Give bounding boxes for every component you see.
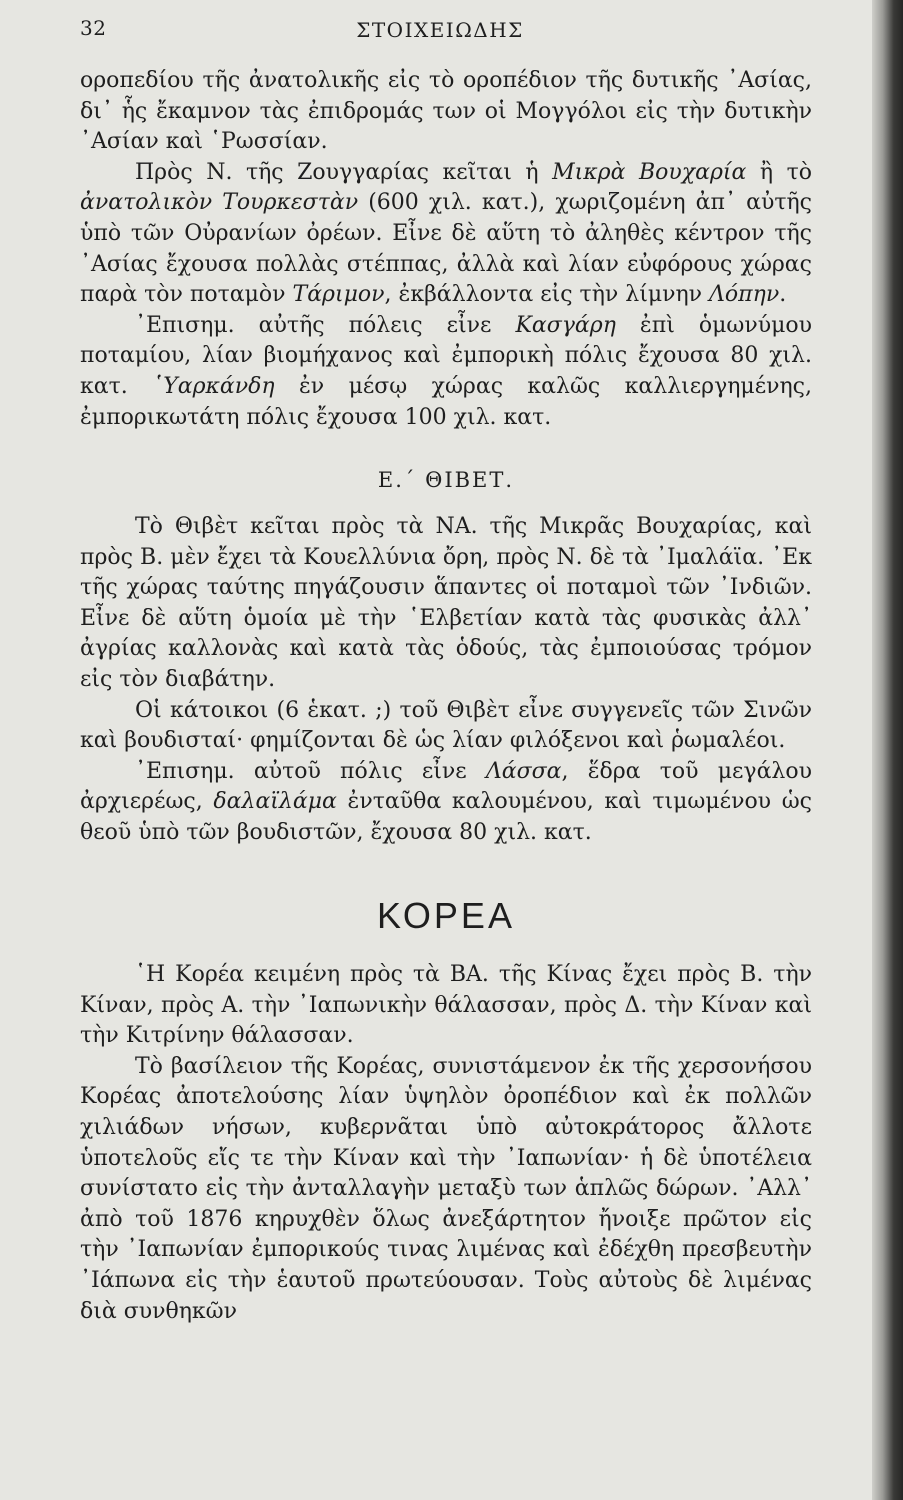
- text-run: Πρὸς Ν. τῆς Ζουγγαρίας κεῖται ἡ: [135, 159, 553, 185]
- italic-term: Λάσσα: [485, 758, 562, 784]
- paragraph: ῾Η Κορέα κειμένη πρὸς τὰ ΒΑ. τῆς Κίνας ἔχει πρὸς Β. τὴν Κίναν, πρὸς Α. τὴν ᾿Ιαπωνικὴν θάλασσαν, πρὸς Δ. τὴν Κίναν καὶ τὴν Κιτρίνην θάλασσαν.: [80, 962, 812, 1049]
- text-run: ἐπὶ ὁμωνύμου ποταμίου, λίαν βιομήχανος καὶ ἐμπορικὴ πόλις ἔχουσα 80 χιλ. κατ.: [80, 312, 812, 399]
- paragraph: [80, 757, 812, 849]
- text-run: .: [779, 282, 787, 308]
- running-title: ΣΤΟΙΧΕΙΩΔΗΣ: [356, 18, 524, 42]
- paragraph: οροπεδίου τῆς ἀνατολικῆς εἰς τὸ οροπέδιον τῆς δυτικῆς ᾿Ασίας, δι᾿ ἧς ἔκαμνον τὰς ἐπιδρομάς των οἱ Μογγόλοι εἰς τὴν δυτικὴν ᾿Ασίαν καὶ ῾Ρωσσίαν.: [80, 68, 812, 155]
- book-gutter-edge: [872, 0, 903, 1500]
- text-run: ᾿Επισημ. αὐτῆς πόλεις εἶνε: [135, 312, 516, 338]
- paragraph: Τὸ Θιβὲτ κεῖται πρὸς τὰ ΝΑ. τῆς Μικρᾶς Βουχαρίας, καὶ πρὸς Β. μὲν ἔχει τὰ Κουελλύνια ὄρη, πρὸς Ν. δὲ τὰ ᾿Ιμαλάϊα. ᾿Εκ τῆς χώρας ταύτης πηγάζουσιν ἅπαντες οἱ ποταμοὶ τῶν ᾿Ινδιῶν. Εἶνε δὲ αὕτη ὁμοία μὲ τὴν ῾Ελβετίαν κατὰ τὰς φυσικὰς ἀλλ᾿ ἀγρίας καλλονὰς καὶ κατὰ τὰς ὁδούς, τὰς ἐμποιούσας τρόμον εἰς τὸν διαβάτην.: [80, 514, 812, 692]
- page-number: 32: [80, 16, 107, 40]
- section-heading-korea: ΚΟΡΕΑ: [377, 895, 515, 936]
- paragraph: [80, 311, 812, 433]
- italic-term: δαλαϊλάμα: [213, 789, 337, 815]
- text-run: ἐνταῦθα καλουμένου, καὶ τιμωμένου ὡς θεοῦ ὑπὸ τῶν βουδιστῶν, ἔχουσα 80 χιλ. κατ.: [80, 789, 812, 845]
- section-bukharia: [80, 66, 812, 433]
- paragraph: Τὸ βασίλειον τῆς Κορέας, συνιστάμενον ἐκ τῆς χερσονήσου Κορέας ἀποτελούσης λίαν ὑψηλὸν ὀροπέδιον καὶ ἐκ πολλῶν χιλιάδων νήσων, κυβερνᾶται ὑπὸ αὐτοκράτορος ἄλλοτε ὑποτελοῦς εἴς τε τὴν Κίναν καὶ τὴν ᾿Ιαπωνίαν· ἡ δὲ ὑποτέλεια συνίστατο εἰς τὴν ἀνταλλαγὴν μεταξὺ των ἁπλῶς δώρων. ᾿Αλλ᾿ ἀπὸ τοῦ 1876 κηρυχθὲν ὅλως ἀνεξάρτητον ἤνοιξε πρῶτον εἰς τὴν ᾿Ιαπωνίαν ἐμπορικούς τινας λιμένας καὶ ἐδέχθη πρεσβευτὴν ᾿Ιάπωνα εἰς τὴν ἑαυτοῦ πρωτεύουσαν. Τοὺς αὐτοὺς δὲ λιμένας διὰ συνθηκῶν: [80, 1053, 812, 1324]
- section-korea: [80, 960, 812, 1327]
- italic-term: Κασγάρη: [515, 312, 616, 338]
- text-run: ᾿Επισημ. αὐτοῦ πόλις εἶνε: [135, 758, 486, 784]
- italic-term: ἀνατολικὸν Τουρκεστὰν: [80, 190, 359, 216]
- paragraph: Οἱ κάτοικοι (6 ἑκατ. ;) τοῦ Θιβὲτ εἶνε συγγενεῖς τῶν Σινῶν καὶ βουδισταί· φημίζονται δὲ ὡς λίαν φιλόξενοι καὶ ῥωμαλέοι.: [80, 697, 812, 754]
- paragraph: [80, 158, 812, 311]
- italic-term: ῾Υαρκάνδη: [152, 373, 275, 399]
- text-run: ἐν μέσῳ χώρας καλῶς καλλιεργημένης, ἐμπορικωτάτη πόλις ἔχουσα 100 χιλ. κατ.: [80, 373, 812, 430]
- section-heading-tibet: Ε.΄ ΘΙΒΕΤ.: [377, 468, 515, 492]
- section-tibet: [80, 512, 812, 849]
- italic-term: Τάριμον: [292, 282, 385, 308]
- text-run: , ἐκβάλλοντα εἰς τὴν λίμνην: [384, 282, 710, 308]
- text-run: ἢ τὸ: [746, 159, 812, 185]
- text-run: (600 χιλ. κατ.), χωριζομένη ἀπ᾿ αὐτῆς ὑπὸ τῶν Οὐρανίων ὀρέων. Εἶνε δὲ αὕτη τὸ ἀληθὲς κέντρον τῆς ᾿Ασίας ἔχουσα πολλὰς στέππας, ἀλλὰ καὶ λίαν εὐφόρους χώρας παρὰ τὸν ποταμὸν: [80, 190, 812, 308]
- italic-term: Λόπην: [709, 282, 780, 308]
- italic-term: Μικρὰ Βουχαρία: [552, 159, 747, 185]
- text-run: , ἕδρα τοῦ μεγάλου ἀρχιερέως,: [80, 758, 812, 815]
